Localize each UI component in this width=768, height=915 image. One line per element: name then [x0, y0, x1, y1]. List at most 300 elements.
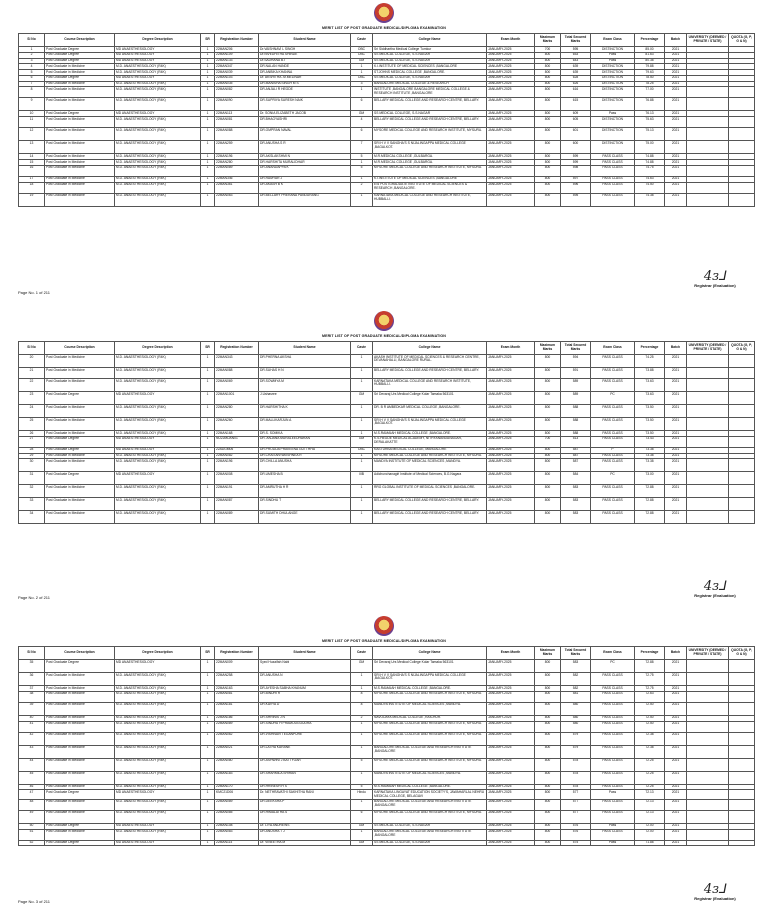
cell-sl: 3: [19, 58, 45, 64]
table-row: [19, 810, 755, 823]
cell-batch: 2021: [665, 702, 687, 715]
cell-college: BELLARY MEDICAL COLLEGE AND RESEARCH CENTRE, BELLARY.: [373, 511, 487, 524]
cell-caste: 5: [351, 784, 373, 790]
merit-list-table: [18, 646, 755, 846]
cell-total: 578: [561, 771, 591, 784]
cell-total: 615: [561, 98, 591, 111]
cell-caste: 1: [351, 418, 373, 431]
cell-sl: 31: [19, 472, 45, 485]
cell-degree: M.D. ANAESTHESIOLOGY (R4K): [115, 182, 201, 193]
cell-college: MYSORE MEDICAL COLLEGE AND RESEARCH INSTITUTE, MYSURU.: [373, 453, 487, 459]
cell-caste: 1: [351, 673, 373, 686]
cell-sr: 1: [201, 182, 215, 193]
cell-degree: M.D. ANAESTHESIOLOGY (R4K): [115, 87, 201, 98]
cell-caste: 1: [351, 355, 373, 368]
table-row: [19, 459, 755, 472]
cell-quota: [729, 810, 755, 823]
cell-name: DR.DEEKSHA P: [259, 799, 351, 810]
cell-course: Post Graduate in Medicine: [45, 686, 115, 692]
cell-class: PASS CLASS: [591, 485, 635, 498]
cell-sr: 1: [201, 829, 215, 840]
table-body: [19, 355, 755, 524]
cell-name: Dr. AKSHITHA .M.MELINAR: [259, 75, 351, 81]
cell-sl: 8: [19, 87, 45, 98]
cell-college: K.I.INSTITUTE OF MEDICAL SCIENCES ,BANGALORE: [373, 176, 487, 182]
cell-sr: 1: [201, 75, 215, 81]
cell-sl: 21: [19, 368, 45, 379]
cell-quota: [729, 355, 755, 368]
cell-month: JANUARY-2025: [487, 81, 535, 87]
cell-month: JANUARY-2025: [487, 453, 535, 459]
cell-max: 800: [535, 823, 561, 829]
cell-month: JANUARY-2025: [487, 165, 535, 176]
cell-course: Post Graduate in Medicine: [45, 87, 115, 98]
cell-batch: 2021: [665, 75, 687, 81]
cell-total: 579: [561, 732, 591, 745]
cell-course: Post Graduate Degree: [45, 58, 115, 64]
cell-batch: 2021: [665, 355, 687, 368]
cell-caste: 6: [351, 810, 373, 823]
cell-caste: IIIB: [351, 472, 373, 485]
cell-reg: 22MAN009: [215, 660, 259, 673]
cell-class: PASS CLASS: [591, 810, 635, 823]
cell-total: 577: [561, 790, 591, 800]
column-header: Percentage: [635, 34, 665, 47]
column-header: SR: [201, 342, 215, 355]
cell-college: KARNATAKA LINGAYAT EDUCATION SOCIETY'S, JAWAHARLAL NEHRU MEDICAL COLLEGE, BELAGAVI: [373, 790, 487, 800]
cell-month: JANUARY-2025: [487, 111, 535, 117]
column-header: Registration Number: [215, 647, 259, 660]
table-row: [19, 418, 755, 431]
cell-max: 800: [535, 128, 561, 141]
cell-sl: 25: [19, 418, 45, 431]
cell-degree: M.D. ANAESTHESIOLOGY (R4K): [115, 405, 201, 418]
cell-total: 576: [561, 823, 591, 829]
cell-total: 582: [561, 686, 591, 692]
cell-sr: 1: [201, 784, 215, 790]
cell-course: Post Graduate in Medicine: [45, 721, 115, 732]
cell-sr: 1: [201, 392, 215, 405]
cell-quota: [729, 405, 755, 418]
cell-caste: 1: [351, 368, 373, 379]
cell-batch: 2021: [665, 840, 687, 846]
cell-reg: 22MAN183: [215, 771, 259, 784]
cell-name: Dr. SONIA ELIZABETH JACOB: [259, 111, 351, 117]
cell-max: 800: [535, 715, 561, 721]
cell-sl: 24: [19, 405, 45, 418]
table-row: [19, 829, 755, 840]
cell-max: 800: [535, 498, 561, 511]
cell-caste: OBC: [351, 47, 373, 53]
cell-sr: 1: [201, 799, 215, 810]
cell-sl: 11: [19, 117, 45, 128]
cell-sl: 16: [19, 165, 45, 176]
cell-pct: 73.38: [635, 459, 665, 472]
registrar-signature: [680, 883, 750, 901]
cell-class: PASS CLASS: [591, 418, 635, 431]
cell-total: 616: [561, 87, 591, 98]
cell-class: PASS CLASS: [591, 673, 635, 686]
cell-month: JANUARY-2025: [487, 702, 535, 715]
cell-month: JANUARY-2025: [487, 485, 535, 498]
cell-college: SS MEDICAL COLLEGE, S.S.NAGAR: [373, 52, 487, 58]
cell-pct: 74.75: [635, 165, 665, 176]
cell-degree: M.D. ANAESTHESIOLOGY (R4K): [115, 485, 201, 498]
cell-degree: M.D. ANAESTHESIOLOGY (R4K): [115, 64, 201, 70]
cell-caste: 5: [351, 154, 373, 160]
cell-month: JANUARY-2025: [487, 52, 535, 58]
cell-degree: MD ANAESTHESIOLOGY: [115, 660, 201, 673]
cell-caste: 1: [351, 511, 373, 524]
table-row: [19, 392, 755, 405]
cell-quota: [729, 799, 755, 810]
cell-college: SS MEDICAL COLLEGE, S.S.NAGAR: [373, 58, 487, 64]
cell-month: JANUARY-2025: [487, 392, 535, 405]
cell-class: PASS CLASS: [591, 176, 635, 182]
cell-class: PASS CLASS: [591, 799, 635, 810]
cell-name: DR.AKASH B K: [259, 182, 351, 193]
cell-reg: 22MAN181: [215, 702, 259, 715]
cell-name: DR.HIMALATHA S: [259, 810, 351, 823]
cell-sr: 1: [201, 485, 215, 498]
cell-batch: 2021: [665, 498, 687, 511]
cell-course: Post Graduate in Medicine: [45, 98, 115, 111]
cell-max: 800: [535, 702, 561, 715]
cell-pct: 79.88: [635, 64, 665, 70]
cell-caste: 8: [351, 691, 373, 702]
cell-caste: 1: [351, 64, 373, 70]
cell-total: 576: [561, 829, 591, 840]
column-header: Total Secured Marks: [561, 34, 591, 47]
cell-course: Post Graduate Degree: [45, 447, 115, 453]
cell-pct: 72.50: [635, 715, 665, 721]
cell-sl: 26: [19, 431, 45, 437]
cell-month: JANUARY-2025: [487, 758, 535, 771]
cell-class: DISTINCTION: [591, 64, 635, 70]
cell-pct: 73.38: [635, 453, 665, 459]
cell-month: JANUARY-2025: [487, 790, 535, 800]
cell-batch: 2021: [665, 58, 687, 64]
cell-reg: 22MAN103: [215, 75, 259, 81]
cell-college: MYSORE MEDICAL COLLEGE AND RESEARCH INSTITUTE, MYSURU.: [373, 810, 487, 823]
cell-pct: 72.63: [635, 691, 665, 702]
cell-class: PC: [591, 472, 635, 485]
cell-name: DR.ANUSHA T J: [259, 829, 351, 840]
cell-class: PASS CLASS: [591, 459, 635, 472]
cell-caste: OBC: [351, 75, 373, 81]
cell-sl: 46: [19, 784, 45, 790]
cell-sl: 18: [19, 182, 45, 193]
cell-month: JANUARY-2025: [487, 64, 535, 70]
column-header: UNIVERSITY (DEEMED / PRIVATE / STATE): [687, 34, 729, 47]
cell-university: [687, 355, 729, 368]
cell-batch: 2021: [665, 485, 687, 498]
column-header: Exam Class: [591, 342, 635, 355]
cell-total: 582: [561, 673, 591, 686]
cell-caste: 1: [351, 721, 373, 732]
cell-course: Post Graduate Degree: [45, 392, 115, 405]
cell-total: 578: [561, 784, 591, 790]
cell-caste: OBC: [351, 447, 373, 453]
cell-sl: 1: [19, 47, 45, 53]
cell-degree: MD ANAESTHESIOLOGY: [115, 47, 201, 53]
cell-reg: 22MAN109: [215, 52, 259, 58]
cell-max: 800: [535, 840, 561, 846]
table-row: [19, 498, 755, 511]
cell-sl: 12: [19, 128, 45, 141]
cell-class: Pass: [591, 823, 635, 829]
cell-pct: 78.25: [635, 81, 665, 87]
cell-pct: 76.13: [635, 111, 665, 117]
cell-reg: 22MAN280: [215, 405, 259, 418]
cell-quota: [729, 691, 755, 702]
cell-degree: M.D. ANAESTHESIOLOGY (R4K): [115, 691, 201, 702]
cell-max: 800: [535, 447, 561, 453]
cell-month: JANUARY-2025: [487, 823, 535, 829]
cell-reg: 22ADGM06: [215, 447, 259, 453]
cell-sl: 15: [19, 160, 45, 166]
cell-university: [687, 379, 729, 392]
cell-sr: 1: [201, 732, 215, 745]
cell-course: Post Graduate Degree: [45, 436, 115, 447]
cell-course: Post Graduate in Medicine: [45, 485, 115, 498]
cell-month: JANUARY-2025: [487, 117, 535, 128]
cell-class: PASS CLASS: [591, 498, 635, 511]
cell-month: JANUARY-2025: [487, 799, 535, 810]
cell-pct: 76.88: [635, 98, 665, 111]
cell-batch: 2021: [665, 117, 687, 128]
cell-college: SS MEDICAL COLLEGE, S.S.NAGAR: [373, 111, 487, 117]
cell-batch: 2021: [665, 154, 687, 160]
table-header-row: [19, 342, 755, 355]
cell-pct: 73.00: [635, 472, 665, 485]
column-header: Student Name: [259, 647, 351, 660]
cell-sr: 1: [201, 758, 215, 771]
cell-degree: M.D. ANAESTHESIOLOGY (R4K): [115, 117, 201, 128]
cell-name: DR.AMRUTHA H R: [259, 485, 351, 498]
signature-mark: 4ɜ⅃: [703, 882, 727, 897]
cell-university: [687, 732, 729, 745]
cell-caste: 1: [351, 379, 373, 392]
cell-course: Post Graduate in Medicine: [45, 128, 115, 141]
cell-month: JANUARY-2025: [487, 436, 535, 447]
cell-degree: M.D. ANAESTHESIOLOGY (R4K): [115, 154, 201, 160]
cell-reg: 22MAN008: [215, 472, 259, 485]
cell-course: Post Graduate in Medicine: [45, 176, 115, 182]
cell-batch: 2021: [665, 160, 687, 166]
cell-sl: 5: [19, 70, 45, 76]
cell-pct: 85.00: [635, 47, 665, 53]
cell-reg: 22MAN1001: [215, 392, 259, 405]
cell-batch: 2021: [665, 141, 687, 154]
cell-quota: [729, 771, 755, 784]
cell-month: JANUARY-2025: [487, 686, 535, 692]
cell-college: M.S.RAMAIAH MEDICAL COLLEGE ,BANGALORE.: [373, 784, 487, 790]
cell-college: SS MEDICAL COLLEGE, S.S.NAGAR: [373, 75, 487, 81]
cell-pct: 72.38: [635, 732, 665, 745]
column-header: Sl No: [19, 647, 45, 660]
cell-name: DR.UMESHA B: [259, 472, 351, 485]
cell-reg: 22MAN258: [215, 673, 259, 686]
cell-month: JANUARY-2025: [487, 141, 535, 154]
column-header: Student Name: [259, 34, 351, 47]
cell-caste: Hindu: [351, 790, 373, 800]
cell-batch: 2021: [665, 70, 687, 76]
column-header: Degree Description: [115, 647, 201, 660]
cell-degree: MD ANAESTHESIOLOGY: [115, 392, 201, 405]
cell-college: SRI H V V SANGHA'S S NIJALINGAPPA MEDICAL COLLEGE ,BAGALKOT.: [373, 141, 487, 154]
cell-college: Sri Devaraj Urs Medical College Kolar Tamaka 563101: [373, 660, 487, 673]
cell-pct: 73.38: [635, 447, 665, 453]
cell-total: 587: [561, 453, 591, 459]
cell-class: PASS CLASS: [591, 758, 635, 771]
cell-month: JANUARY-2025: [487, 98, 535, 111]
cell-sl: 52: [19, 840, 45, 846]
cell-sl: 42: [19, 732, 45, 745]
cell-reg: 22MAN170: [215, 784, 259, 790]
cell-batch: 2021: [665, 368, 687, 379]
cell-pct: 74.88: [635, 160, 665, 166]
cell-batch: 2021: [665, 715, 687, 721]
cell-sl: 6: [19, 75, 45, 81]
cell-total: 595: [561, 193, 591, 206]
cell-degree: M.D. ANAESTHESIOLOGY (R4K): [115, 128, 201, 141]
cell-pct: 72.38: [635, 745, 665, 758]
cell-reg: KMC21D06: [215, 790, 259, 800]
cell-total: 626: [561, 81, 591, 87]
cell-quota: [729, 702, 755, 715]
cell-sl: 2: [19, 52, 45, 58]
cell-total: 609: [561, 111, 591, 117]
table-body: [19, 47, 755, 207]
cell-degree: MD ANAESTHESIOLOGY: [115, 52, 201, 58]
cell-pct: 75.63: [635, 117, 665, 128]
cell-total: 639: [561, 64, 591, 70]
table-row: [19, 511, 755, 524]
cell-quota: [729, 128, 755, 141]
cell-month: JANUARY-2025: [487, 58, 535, 64]
cell-college: BANGALORE MEDICAL COLLEGE AND RESEARCH INSTITUTE ,BANGALORE: [373, 799, 487, 810]
cell-college: SS MEDICAL COLLEGE, S.S.NAGAR: [373, 823, 487, 829]
cell-pct: 73.43: [635, 436, 665, 447]
cell-college: M.R.MEDICAL COLLEGE ,GULBARGA.: [373, 154, 487, 160]
cell-pct: 72.88: [635, 498, 665, 511]
cell-pct: 74.38: [635, 193, 665, 206]
cell-name: Dr. LIYA ANDREWS: [259, 823, 351, 829]
cell-college: AKASH INSTITUTE OF MEDICAL SCIENCES & RESEARCH CENTRE, DEVANAHALLI, BANGALORE RURAL.: [373, 355, 487, 368]
cell-name: DR.BELLARY PRERANA PANDURANG: [259, 193, 351, 206]
cell-total: 583: [561, 498, 591, 511]
cell-caste: 7: [351, 141, 373, 154]
cell-max: 800: [535, 799, 561, 810]
cell-reg: 22MAN082: [215, 87, 259, 98]
document-page-1: [0, 0, 768, 305]
cell-degree: MD ANAESTHESIOLOGY: [115, 111, 201, 117]
cell-max: 800: [535, 165, 561, 176]
cell-sr: 1: [201, 87, 215, 98]
cell-name: DR.BHAGYASHRI: [259, 117, 351, 128]
cell-class: PASS CLASS: [591, 784, 635, 790]
cell-course: Post Graduate in Medicine: [45, 368, 115, 379]
cell-total: 580: [561, 715, 591, 721]
cell-sl: 27: [19, 436, 45, 447]
cell-degree: M.D. ANAESTHESIOLOGY (R4K): [115, 810, 201, 823]
cell-university: [687, 459, 729, 472]
cell-sr: 1: [201, 141, 215, 154]
cell-reg: 22MAN089: [215, 721, 259, 732]
cell-college: Adichunchanagiri Institute of Medical Sciences, B.G.Nagara: [373, 472, 487, 485]
cell-pct: 75.13: [635, 128, 665, 141]
cell-name: DR.BINDHI R: [259, 691, 351, 702]
table-row: [19, 379, 755, 392]
cell-course: Post Graduate in Medicine: [45, 165, 115, 176]
column-header: Exam Class: [591, 34, 635, 47]
cell-class: DISTINCTION: [591, 75, 635, 81]
cell-sl: 28: [19, 447, 45, 453]
cell-degree: M.D. ANAESTHESIOLOGY (R4K): [115, 98, 201, 111]
cell-name: DR.ANJALI R HEGDE: [259, 87, 351, 98]
cell-college: MYSORE MEDICAL COLLEGE AND RESEARCH INSTITUTE, MYSURU.: [373, 732, 487, 745]
table-row: [19, 165, 755, 176]
cell-total: 600: [561, 141, 591, 154]
cell-course: Post Graduate in Medicine: [45, 70, 115, 76]
cell-university: [687, 771, 729, 784]
cell-class: PASS CLASS: [591, 165, 635, 176]
cell-reg: 22MAN163: [215, 686, 259, 692]
cell-month: JANUARY-2025: [487, 75, 535, 81]
cell-caste: GM: [351, 111, 373, 117]
cell-course: Post Graduate Degree: [45, 52, 115, 58]
cell-class: Pass: [591, 840, 635, 846]
cell-quota: [729, 117, 755, 128]
table-header-row: [19, 34, 755, 47]
cell-pct: 73.88: [635, 368, 665, 379]
university-emblem-icon: [374, 311, 394, 331]
cell-reg: 22MAN347: [215, 64, 259, 70]
cell-sr: 1: [201, 176, 215, 182]
cell-pct: 73.63: [635, 379, 665, 392]
cell-max: 800: [535, 405, 561, 418]
cell-month: JANUARY-2025: [487, 379, 535, 392]
column-header: Degree Description: [115, 342, 201, 355]
cell-max: 800: [535, 176, 561, 182]
cell-reg: 22MAN113: [215, 111, 259, 117]
cell-class: PASS CLASS: [591, 829, 635, 840]
cell-caste: 6: [351, 98, 373, 111]
cell-college: ST.JOHNS MEDICAL COLLEGE ,BANGALORE.: [373, 70, 487, 76]
cell-course: Post Graduate in Medicine: [45, 498, 115, 511]
cell-total: 588: [561, 405, 591, 418]
cell-course: Post Graduate in Medicine: [45, 182, 115, 193]
cell-batch: 2021: [665, 810, 687, 823]
column-header: College Name: [373, 647, 487, 660]
cell-sl: 23: [19, 392, 45, 405]
cell-college: MANDYA INSTITUTE OF MEDICAL SCIENCES ,MANDYA.: [373, 702, 487, 715]
university-emblem-icon: [374, 3, 394, 23]
cell-total: 598: [561, 165, 591, 176]
cell-course: Post Graduate Degree: [45, 823, 115, 829]
cell-class: PASS CLASS: [591, 182, 635, 193]
cell-degree: M.D. ANAESTHESIOLOGY (R4K): [115, 459, 201, 472]
cell-caste: 1: [351, 176, 373, 182]
cell-reg: 22MAN259: [215, 141, 259, 154]
cell-college: ESI POSTGRADUATE INSTITUTE OF MEDICAL SCIENCES & RESEARCH ,BANGALORE.: [373, 182, 487, 193]
cell-name: DR. ANJANA MURALEEDHARAN: [259, 436, 351, 447]
cell-course: Post Graduate Degree: [45, 660, 115, 673]
cell-reg: 22MAN089: [215, 799, 259, 810]
cell-class: PASS CLASS: [591, 355, 635, 368]
cell-month: JANUARY-2025: [487, 673, 535, 686]
